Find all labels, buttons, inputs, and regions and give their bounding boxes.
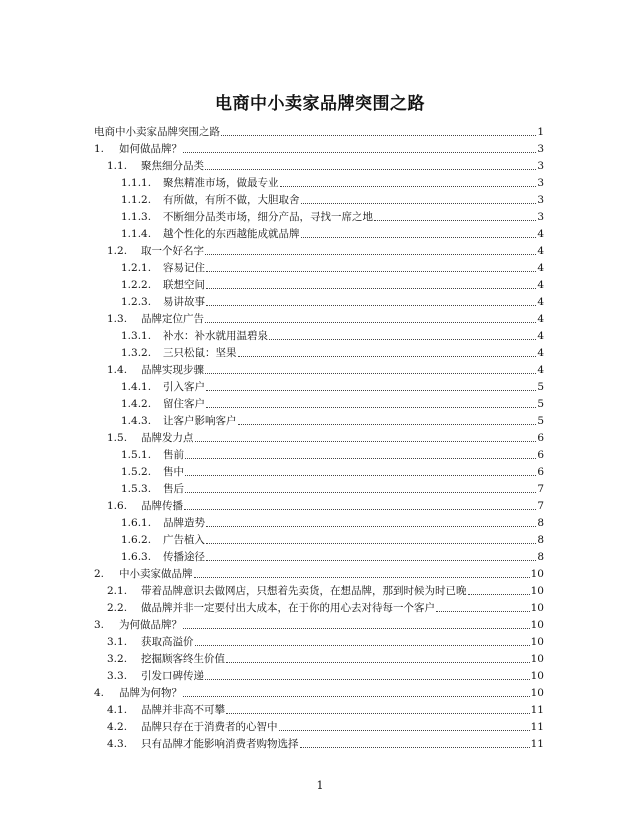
toc-dot-leader	[206, 516, 536, 527]
toc-entry[interactable]	[107, 649, 544, 666]
toc-entry-title: 售后	[163, 483, 184, 495]
toc-entry-page: 10	[530, 653, 544, 665]
toc-dot-leader	[185, 448, 536, 459]
toc-entry-page: 5	[537, 398, 544, 410]
toc-entry-number: 1.3.2.	[121, 347, 152, 359]
toc-entry[interactable]	[121, 479, 544, 496]
toc-entry-number: 1.5.1.	[121, 449, 152, 461]
toc-dot-leader	[238, 346, 537, 357]
toc-dot-leader	[194, 567, 530, 578]
toc-entry[interactable]	[121, 224, 544, 241]
toc-dot-leader	[185, 465, 536, 476]
toc-dot-leader	[206, 295, 536, 306]
toc-entry-title: 做品牌并非一定要付出大成本，在于你的用心去对待每一个客户	[141, 602, 435, 614]
toc-entry-page: 7	[537, 500, 544, 512]
toc-entry-number: 2.	[94, 568, 105, 580]
toc-entry-title: 联想空间	[163, 279, 205, 291]
toc-entry-title: 品牌为何物？	[119, 687, 182, 699]
toc-dot-leader	[226, 652, 530, 663]
toc-entry-title: 品牌发力点	[141, 432, 194, 444]
toc-dot-leader	[205, 312, 536, 323]
toc-entry-title: 品牌实现步骤	[141, 364, 204, 376]
toc-entry[interactable]	[107, 717, 544, 734]
toc-entry-page: 10	[530, 687, 544, 699]
toc-entry[interactable]	[94, 139, 544, 156]
toc-entry-page: 4	[537, 364, 544, 376]
toc-entry-title: 品牌传播	[141, 500, 183, 512]
toc-entry-page: 4	[537, 296, 544, 308]
toc-entry-title: 留住客户	[163, 398, 205, 410]
toc-entry-page: 5	[537, 381, 544, 393]
toc-entry-title: 引入客户	[163, 381, 205, 393]
toc-dot-leader	[183, 142, 536, 153]
toc-entry-title: 品牌只存在于消费者的心智中	[141, 721, 278, 733]
toc-dot-leader	[374, 210, 536, 221]
toc-dot-leader	[183, 618, 530, 629]
toc-entry-page: 10	[530, 636, 544, 648]
toc-entry-page: 8	[537, 534, 544, 546]
toc-entry-page: 4	[537, 313, 544, 325]
toc-entry[interactable]	[94, 615, 544, 632]
toc-entry-title: 为何做品牌？	[119, 619, 182, 631]
toc-entry-number: 1.6.2.	[121, 534, 152, 546]
toc-entry[interactable]	[121, 258, 544, 275]
toc-entry-title: 越个性化的东西越能成就品牌	[163, 228, 300, 240]
toc-dot-leader	[301, 227, 537, 238]
toc-dot-leader	[300, 737, 530, 748]
toc-dot-leader	[195, 431, 537, 442]
toc-entry-title: 品牌造势	[163, 517, 205, 529]
toc-entry-number: 1.5.	[107, 432, 128, 444]
toc-dot-leader	[205, 159, 536, 170]
toc-entry[interactable]	[107, 734, 544, 751]
toc-entry[interactable]	[107, 156, 544, 173]
toc-entry-page: 6	[537, 466, 544, 478]
toc-entry-page: 6	[537, 449, 544, 461]
toc-entry[interactable]	[107, 360, 544, 377]
toc-entry-page: 4	[537, 279, 544, 291]
toc-entry[interactable]	[121, 207, 544, 224]
toc-entry[interactable]	[107, 632, 544, 649]
toc-entry[interactable]	[107, 581, 544, 598]
toc-entry[interactable]	[121, 411, 544, 428]
toc-entry-number: 4.1.	[107, 704, 128, 716]
toc-entry-page: 3	[537, 160, 544, 172]
toc-entry-page: 4	[537, 228, 544, 240]
toc-entry-number: 4.3.	[107, 738, 128, 750]
toc-entry-page: 8	[537, 551, 544, 563]
toc-entry[interactable]	[121, 377, 544, 394]
toc-entry[interactable]	[107, 428, 544, 445]
page-number: 1	[316, 779, 324, 792]
toc-dot-leader	[206, 550, 536, 561]
toc-entry-page: 10	[530, 602, 544, 614]
toc-dot-leader	[206, 380, 536, 391]
toc-entry[interactable]	[121, 190, 544, 207]
toc-entry-number: 2.2.	[107, 602, 128, 614]
document-title: 电商中小卖家品牌突围之路	[215, 94, 425, 114]
toc-entry-title: 只有品牌才能影响消费者购物选择	[141, 738, 299, 750]
toc-entry-title: 带着品牌意识去做网店，只想着先卖货，在想品牌，那到时候为时已晚	[141, 585, 467, 597]
toc-dot-leader	[205, 669, 530, 680]
toc-dot-leader	[205, 363, 536, 374]
toc-entry-title: 三只松鼠：坚果	[163, 347, 237, 359]
toc-entry-number: 4.2.	[107, 721, 128, 733]
toc-dot-leader	[206, 261, 536, 272]
toc-dot-leader	[468, 584, 530, 595]
toc-entry-number: 1.4.1.	[121, 381, 152, 393]
toc-dot-leader	[301, 193, 537, 204]
toc-dot-leader	[206, 397, 536, 408]
toc-dot-leader	[206, 533, 536, 544]
toc-dot-leader	[221, 125, 536, 136]
toc-entry[interactable]	[94, 564, 544, 581]
toc-entry[interactable]	[121, 394, 544, 411]
toc-entry-page: 7	[537, 483, 544, 495]
toc-entry[interactable]	[121, 445, 544, 462]
toc-entry-number: 1.1.	[107, 160, 128, 172]
toc-entry[interactable]	[121, 530, 544, 547]
toc-entry-number: 1.1.3.	[121, 211, 152, 223]
toc-entry-number: 1.4.3.	[121, 415, 152, 427]
toc-entry[interactable]	[94, 122, 544, 139]
toc-entry-title: 中小卖家做品牌	[119, 568, 193, 580]
toc-entry-page: 3	[537, 143, 544, 155]
toc-entry[interactable]	[121, 173, 544, 190]
toc-entry-number: 1.2.1.	[121, 262, 152, 274]
toc-entry-page: 4	[537, 347, 544, 359]
toc-entry-number: 1.1.4.	[121, 228, 152, 240]
toc-entry[interactable]	[121, 462, 544, 479]
toc-dot-leader	[184, 499, 536, 510]
toc-entry-title: 有所做，有所不做，大胆取舍	[163, 194, 300, 206]
toc-entry-page: 11	[530, 738, 544, 750]
toc-entry-title: 如何做品牌？	[119, 143, 182, 155]
toc-entry-title: 补水：补水就用温碧泉	[163, 330, 268, 342]
toc-entry[interactable]	[107, 700, 544, 717]
toc-entry[interactable]	[121, 326, 544, 343]
toc-entry-number: 1.3.	[107, 313, 128, 325]
toc-entry-title: 挖掘顾客终生价值	[141, 653, 225, 665]
toc-entry-number: 1.1.1.	[121, 177, 152, 189]
toc-entry[interactable]	[121, 343, 544, 360]
toc-entry-page: 8	[537, 517, 544, 529]
toc-entry-title: 电商中小卖家品牌突围之路	[94, 126, 220, 138]
toc-entry-title: 容易记住	[163, 262, 205, 274]
toc-entry-number: 1.2.2.	[121, 279, 152, 291]
toc-entry-title: 聚焦细分品类	[141, 160, 204, 172]
toc-entry-number: 1.6.3.	[121, 551, 152, 563]
toc-entry-title: 易讲故事	[163, 296, 205, 308]
toc-dot-leader	[238, 414, 537, 425]
toc-entry-page: 10	[530, 568, 544, 580]
toc-entry-title: 引发口碑传递	[141, 670, 204, 682]
toc-entry-number: 1.5.2.	[121, 466, 152, 478]
toc-entry-page: 4	[537, 330, 544, 342]
toc-dot-leader	[436, 601, 530, 612]
toc-entry-number: 1.2.	[107, 245, 128, 257]
toc-entry-title: 聚焦精准市场，做最专业	[163, 177, 279, 189]
toc-entry-number: 3.	[94, 619, 105, 631]
toc-entry-title: 售前	[163, 449, 184, 461]
toc-entry-number: 1.6.1.	[121, 517, 152, 529]
toc-entry-page: 11	[530, 721, 544, 733]
toc-entry-title: 品牌并非高不可攀	[141, 704, 225, 716]
toc-entry-page: 4	[537, 262, 544, 274]
toc-entry[interactable]	[107, 309, 544, 326]
toc-entry-title: 让客户影响客户	[163, 415, 237, 427]
toc-entry[interactable]	[121, 513, 544, 530]
toc-entry[interactable]	[107, 598, 544, 615]
toc-entry-number: 3.2.	[107, 653, 128, 665]
toc-dot-leader	[206, 278, 536, 289]
toc-entry-page: 3	[537, 177, 544, 189]
toc-entry-title: 传播途径	[163, 551, 205, 563]
toc-entry-title: 品牌定位广告	[141, 313, 204, 325]
toc-entry[interactable]	[94, 683, 544, 700]
toc-dot-leader	[183, 686, 530, 697]
toc-entry-page: 10	[530, 670, 544, 682]
toc-entry-number: 1.2.3.	[121, 296, 152, 308]
toc-entry-title: 广告植入	[163, 534, 205, 546]
toc-entry-title: 获取高溢价	[141, 636, 194, 648]
toc-entry-page: 11	[530, 704, 544, 716]
toc-entry-title: 取一个好名字	[141, 245, 204, 257]
toc-entry-number: 1.1.2.	[121, 194, 152, 206]
toc-dot-leader	[280, 176, 537, 187]
toc-entry-page: 1	[537, 126, 544, 138]
toc-entry-title: 售中	[163, 466, 184, 478]
toc-entry-number: 1.5.3.	[121, 483, 152, 495]
toc-entry-page: 4	[537, 245, 544, 257]
toc-entry-title: 不断细分品类市场，细分产品，寻找一席之地	[163, 211, 373, 223]
toc-entry-number: 3.3.	[107, 670, 128, 682]
toc-dot-leader	[185, 482, 536, 493]
toc-entry-number: 4.	[94, 687, 105, 699]
toc-dot-leader	[279, 720, 530, 731]
toc-entry-page: 3	[537, 211, 544, 223]
toc-dot-leader	[269, 329, 536, 340]
toc-entry-number: 1.3.1.	[121, 330, 152, 342]
toc-entry-page: 10	[530, 619, 544, 631]
toc-entry-page: 5	[537, 415, 544, 427]
toc-dot-leader	[226, 703, 530, 714]
toc-entry-number: 3.1.	[107, 636, 128, 648]
toc-dot-leader	[205, 244, 536, 255]
toc-entry-number: 1.	[94, 143, 105, 155]
toc-entry[interactable]	[107, 496, 544, 513]
toc-entry-page: 3	[537, 194, 544, 206]
toc-dot-leader	[195, 635, 530, 646]
toc-entry[interactable]	[121, 275, 544, 292]
toc-entry[interactable]	[107, 666, 544, 683]
toc-entry-page: 10	[530, 585, 544, 597]
toc-entry-number: 1.4.2.	[121, 398, 152, 410]
toc-entry[interactable]	[121, 292, 544, 309]
toc-entry-number: 1.6.	[107, 500, 128, 512]
toc-entry-number: 2.1.	[107, 585, 128, 597]
toc-entry-page: 6	[537, 432, 544, 444]
toc-entry-number: 1.4.	[107, 364, 128, 376]
toc-entry[interactable]	[107, 241, 544, 258]
toc-entry[interactable]	[121, 547, 544, 564]
